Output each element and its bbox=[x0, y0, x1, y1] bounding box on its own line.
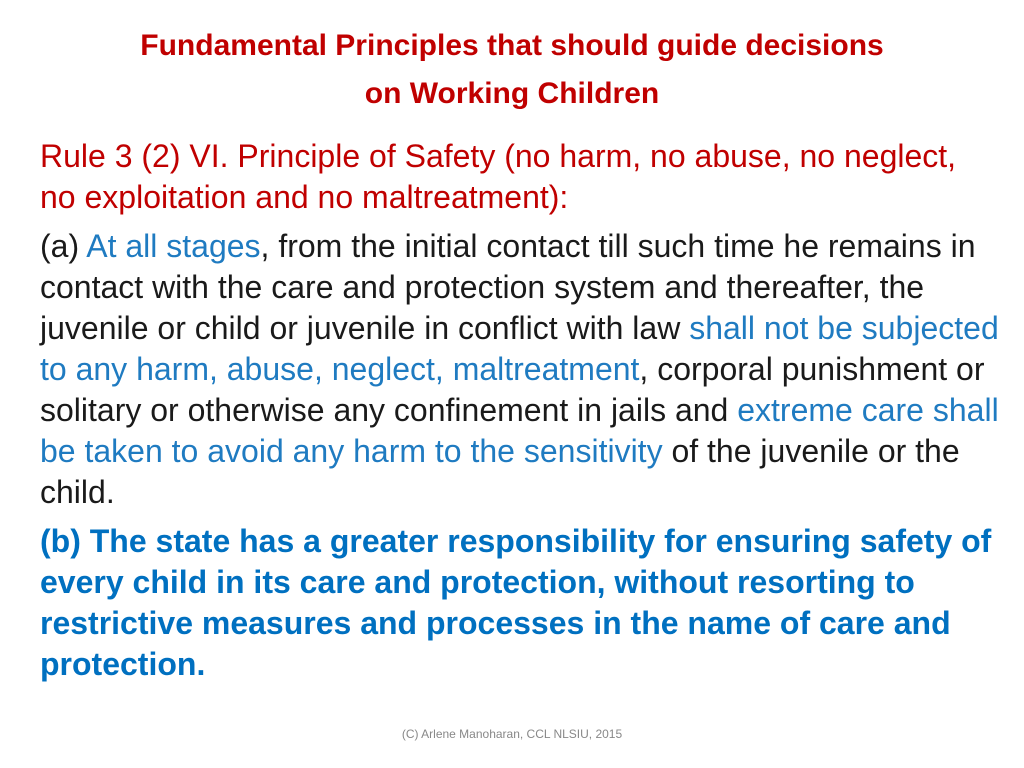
para-a-text-3: of the juvenile or the child. bbox=[40, 433, 960, 510]
slide-footer: (C) Arlene Manoharan, CCL NLSIU, 2015 bbox=[401, 727, 623, 741]
para-a-text-2: , corporal punishment or solitary or otherwise any confinement in jails and bbox=[40, 351, 985, 428]
paragraph-b: (b) The state has a greater responsibility for ensuring safety of every child in its care and protection, without resorting to restrictive measures and processes in the name of care and protection. bbox=[40, 523, 992, 682]
para-a-highlight-3: extreme care shall be taken to avoid any harm to the sensitivity bbox=[40, 392, 999, 469]
para-a-text-1: , from the initial contact till such time he remains in contact with the care and protection system and thereafter, the juvenile or child or juvenile in conflict with law bbox=[40, 228, 976, 346]
para-a-highlight-2: shall not be subjected to any harm, abuse, neglect, maltreatment bbox=[40, 310, 999, 387]
para-a-highlight-1: At all stages bbox=[86, 228, 261, 264]
title-line-1: Fundamental Principles that should guide decisions bbox=[140, 29, 884, 62]
para-a-prefix: (a) bbox=[40, 228, 87, 264]
rule-heading: Rule 3 (2) VI. Principle of Safety (no harm, no abuse, no neglect, no exploitation and no maltreatment): bbox=[40, 138, 957, 215]
title-line-2: on Working Children bbox=[364, 77, 660, 110]
slide-body bbox=[40, 136, 1000, 693]
paragraph-a bbox=[40, 226, 1000, 513]
slide-title bbox=[60, 22, 964, 118]
